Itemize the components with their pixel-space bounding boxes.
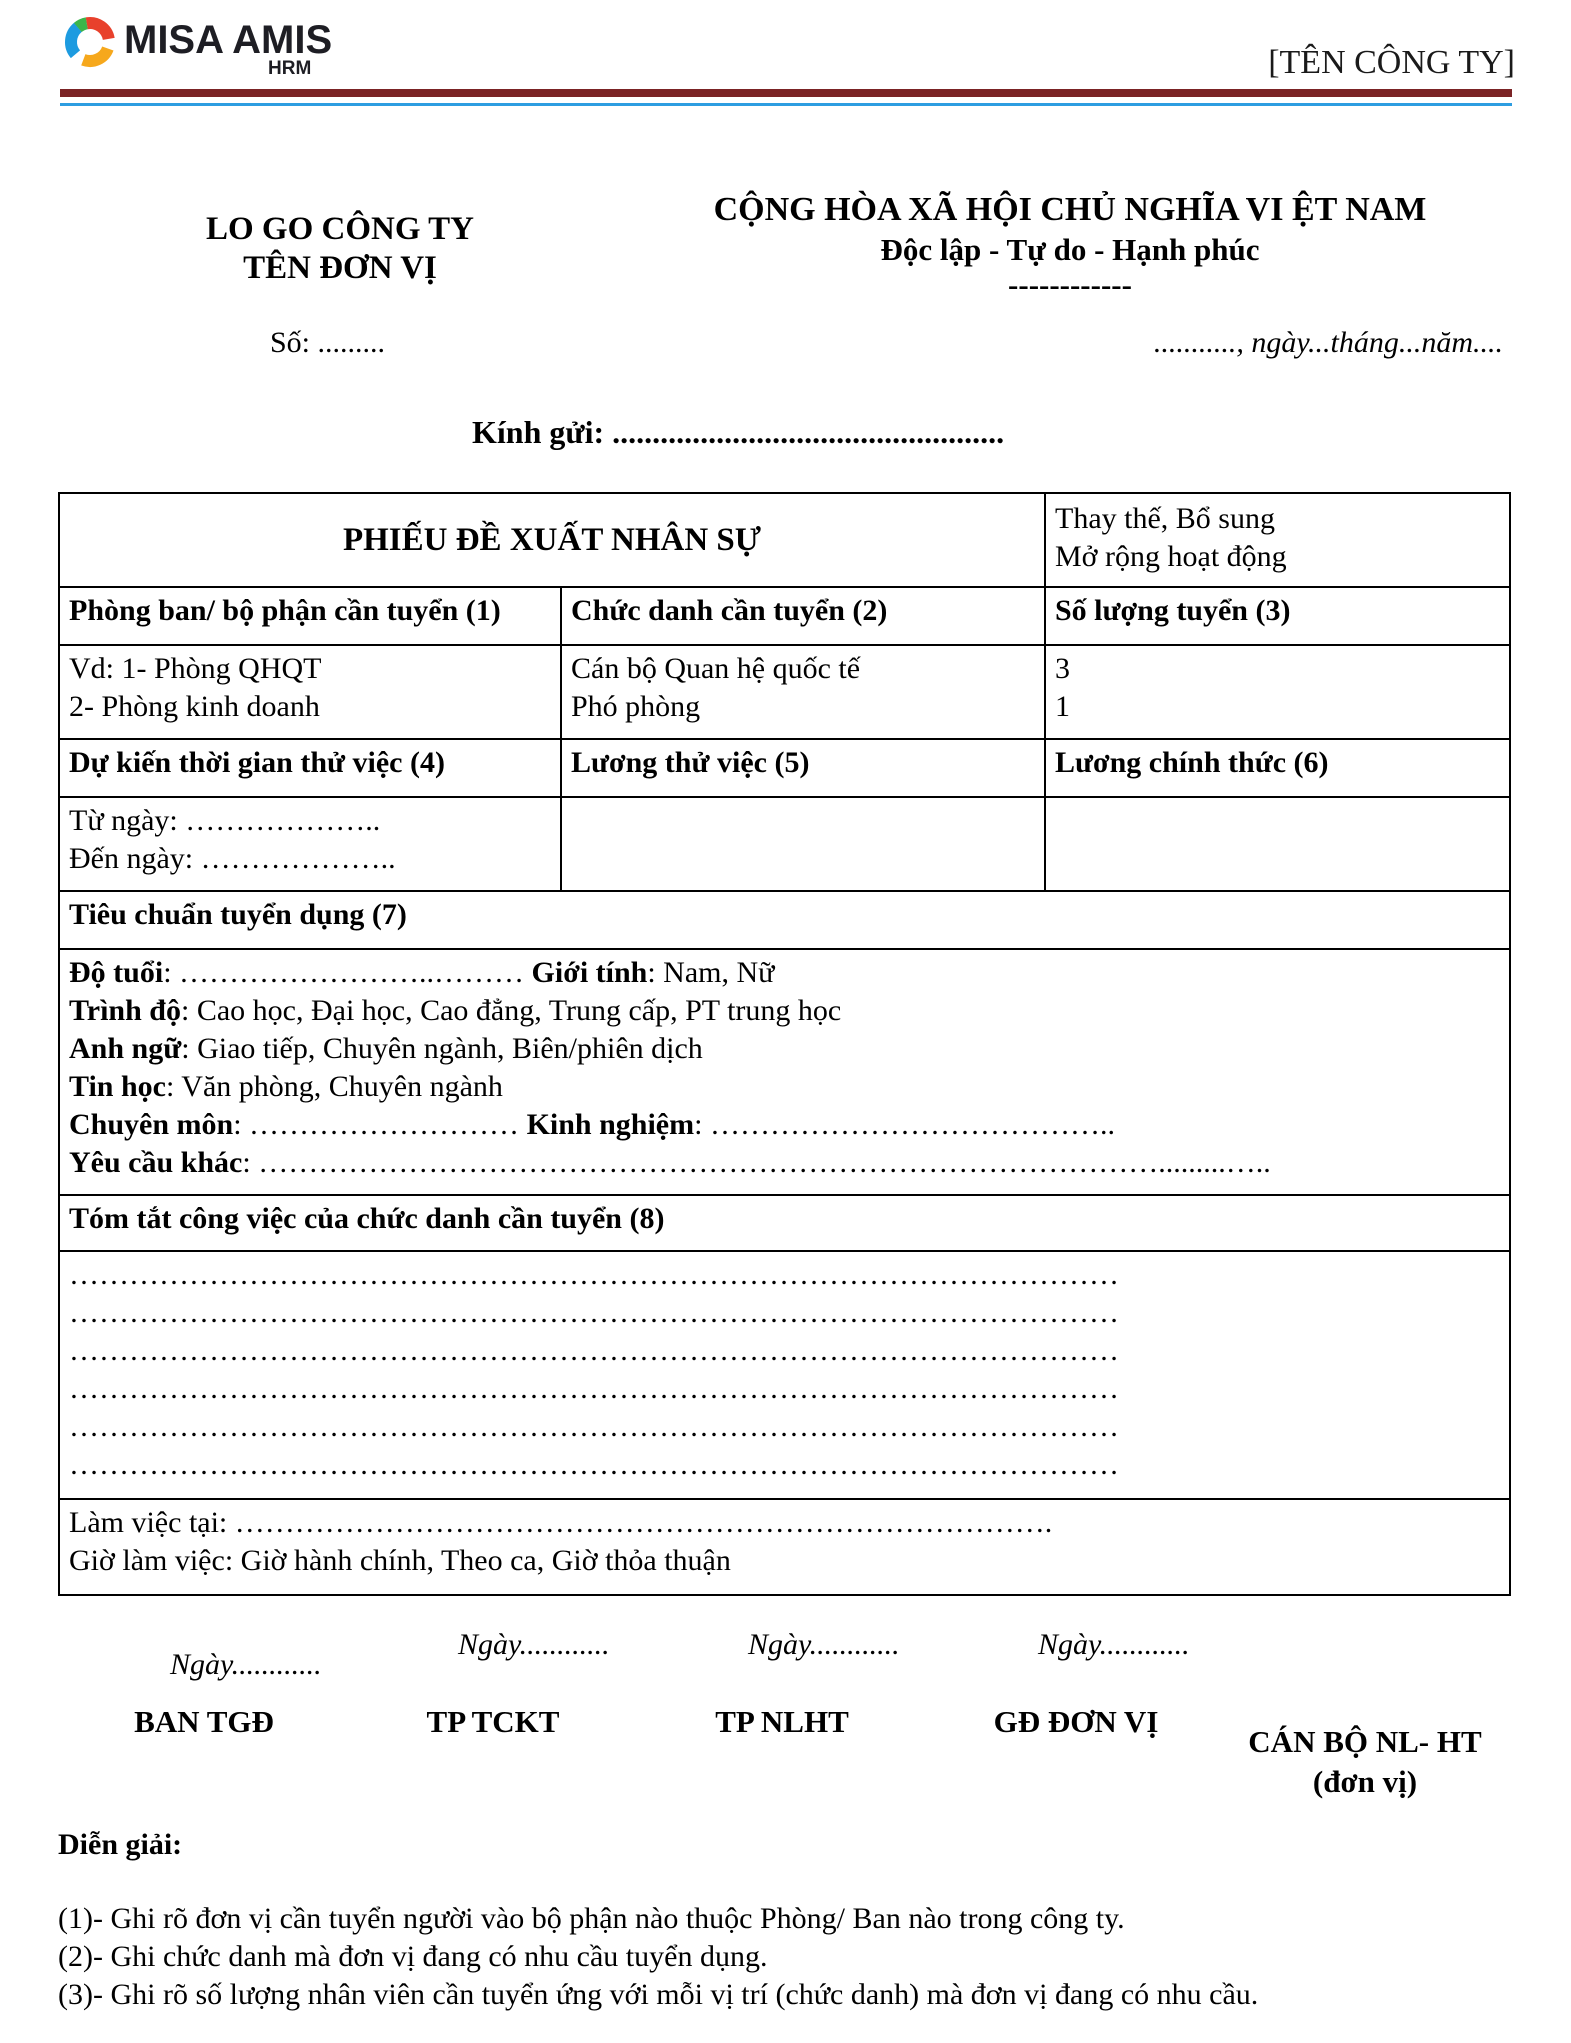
major-value: : ……………………… [233, 1108, 527, 1141]
brand-subtitle: HRM [268, 58, 312, 79]
quantity-value [1046, 646, 1509, 738]
notes-list [58, 1900, 1258, 2014]
header-quantity: Số lượng tuyển (3) [1055, 594, 1291, 627]
heading-divider: ------------ [1008, 267, 1132, 302]
education-value: : Cao học, Đại học, Cao đẳng, Trung cấp, PT trung học [181, 994, 842, 1027]
reason-replace: Thay thế, Bổ sung [1055, 502, 1275, 535]
table-row [60, 1252, 1509, 1500]
signature-date-2: Ngày............ [458, 1628, 610, 1661]
table-row [60, 494, 1509, 588]
header-rule-blue [60, 103, 1512, 106]
work-hours-line: Giờ làm việc: Giờ hành chính, Theo ca, Giờ thỏa thuận [69, 1544, 731, 1577]
reason-expand: Mở rộng hoạt động [1055, 540, 1287, 573]
nation-title: CỘNG HÒA XÃ HỘI CHỦ NGHĨA VI ỆT NAM [713, 191, 1427, 228]
gender-value: : Nam, Nữ [647, 956, 775, 989]
criteria-age-gender [69, 954, 1500, 992]
note-item: (2)- Ghi chức danh mà đơn vị đang có nhu cầu tuyển dụng. [58, 1940, 768, 1973]
probation-time-value [60, 798, 562, 890]
department-value [60, 646, 562, 738]
english-value: : Giao tiếp, Chuyên ngành, Biên/phiên dịch [181, 1032, 703, 1065]
hr-officer-title: CÁN BỘ NL- HT [1248, 1724, 1482, 1759]
probation-from-date: Từ ngày: ……………….. [69, 804, 381, 837]
organization-block [150, 210, 530, 288]
signature-role-unit-director: GĐ ĐƠN VỊ [993, 1704, 1159, 1739]
summary-line: …………………………………………………………………………………………… [69, 1334, 1119, 1367]
workplace-line: Làm việc tại: ………………………………………………………………………. [69, 1506, 1053, 1539]
age-value: : ……………………..……… [163, 956, 525, 989]
table-row [60, 588, 1509, 646]
education-label: Trình độ [69, 994, 181, 1027]
probation-to-date: Đến ngày: ……………….. [69, 842, 396, 875]
signature-date-3: Ngày............ [748, 1628, 900, 1661]
department-example-1: Vd: 1- Phòng QHQT [69, 652, 322, 685]
table-row [60, 892, 1509, 950]
hr-officer-unit: (đơn vị) [1312, 1764, 1418, 1799]
criteria-it [69, 1068, 1500, 1106]
unit-name-label: TÊN ĐƠN VỊ [243, 250, 437, 286]
it-value: : Văn phòng, Chuyên ngành [166, 1070, 503, 1103]
quantity-example-1: 3 [1055, 652, 1070, 685]
criteria-major-experience [69, 1106, 1500, 1144]
summary-line: …………………………………………………………………………………………… [69, 1258, 1119, 1291]
table-row [60, 950, 1509, 1196]
header-criteria: Tiêu chuẩn tuyển dụng (7) [69, 898, 407, 931]
document-number: Số: ......... [270, 326, 386, 359]
company-name-placeholder: [TÊN CÔNG TY] [1268, 44, 1515, 81]
other-label: Yêu cầu khác [69, 1146, 243, 1179]
signature-role-ceo: BAN TGĐ [134, 1704, 274, 1739]
header-rule-dark [60, 89, 1512, 97]
header-probation-salary: Lương thử việc (5) [562, 740, 1046, 796]
company-logo-label: LO GO CÔNG TY [205, 211, 474, 247]
table-row [60, 646, 1509, 740]
criteria-english [69, 1030, 1500, 1068]
criteria-other [69, 1144, 1500, 1182]
summary-line: …………………………………………………………………………………………… [69, 1448, 1119, 1481]
gender-label: Giới tính [531, 956, 648, 989]
position-example-1: Cán bộ Quan hệ quốc tế [571, 652, 861, 685]
signature-role-finance: TP TCKT [426, 1704, 560, 1739]
work-details [60, 1500, 1509, 1594]
job-summary-lines [60, 1252, 1509, 1498]
summary-line: …………………………………………………………………………………………… [69, 1296, 1119, 1329]
table-row [60, 740, 1509, 798]
document-date: ..........., ngày...tháng...năm.... [1153, 326, 1503, 359]
signature-date-4: Ngày............ [1038, 1628, 1190, 1661]
header-position: Chức danh cần tuyển (2) [562, 588, 1046, 644]
signature-date-1: Ngày............ [170, 1648, 322, 1681]
note-item: (3)- Ghi rõ số lượng nhân viên cần tuyển ứng với mỗi vị trí (chức danh) mà đơn vị đang có nhu cầu. [58, 1978, 1259, 2011]
header-probation-time: Dự kiến thời gian thử việc (4) [60, 740, 562, 796]
form-title: PHIẾU ĐỀ XUẤT NHÂN SỰ [60, 494, 1046, 586]
table-row [60, 1500, 1509, 1594]
department-example-2: 2- Phòng kinh doanh [69, 690, 320, 723]
age-label: Độ tuổi [69, 956, 164, 989]
major-label: Chuyên môn [69, 1108, 234, 1141]
criteria-details [60, 950, 1509, 1194]
official-salary-value [1046, 798, 1509, 890]
criteria-education [69, 992, 1500, 1030]
experience-value: : ………………………………….. [694, 1108, 1115, 1141]
header-job-summary: Tóm tắt công việc của chức danh cần tuyển (8) [69, 1202, 665, 1235]
personnel-request-table [58, 492, 1511, 1596]
national-heading [660, 190, 1480, 300]
brand-name: MISA AMIS [124, 18, 333, 62]
experience-label: Kinh nghiệm [526, 1108, 695, 1141]
quantity-example-2: 1 [1055, 690, 1070, 723]
summary-line: …………………………………………………………………………………………… [69, 1410, 1119, 1443]
recipient-line: Kính gửi: ................................................. [472, 414, 1005, 450]
misa-logo-icon [64, 16, 116, 68]
position-example-2: Phó phòng [571, 690, 701, 723]
probation-salary-value [562, 798, 1046, 890]
request-reason-cell [1046, 494, 1509, 586]
notes-title: Diễn giải: [58, 1828, 183, 1861]
english-label: Anh ngữ [69, 1032, 182, 1065]
signature-role-hr: TP NLHT [715, 1704, 849, 1739]
table-row [60, 1196, 1509, 1252]
table-row [60, 798, 1509, 892]
header-department: Phòng ban/ bộ phận cần tuyển (1) [60, 588, 562, 644]
header-official-salary: Lương chính thức (6) [1055, 746, 1329, 779]
note-item: (1)- Ghi rõ đơn vị cần tuyển người vào bộ phận nào thuộc Phòng/ Ban nào trong công ty. [58, 1902, 1125, 1935]
nation-motto: Độc lập - Tự do - Hạnh phúc [880, 232, 1260, 267]
position-value [562, 646, 1046, 738]
summary-line: …………………………………………………………………………………………… [69, 1372, 1119, 1405]
it-label: Tin học [69, 1070, 166, 1103]
other-value: : ……………………………………………………………………………….........….. [242, 1146, 1271, 1179]
signature-role-hr-officer [1210, 1722, 1520, 1802]
